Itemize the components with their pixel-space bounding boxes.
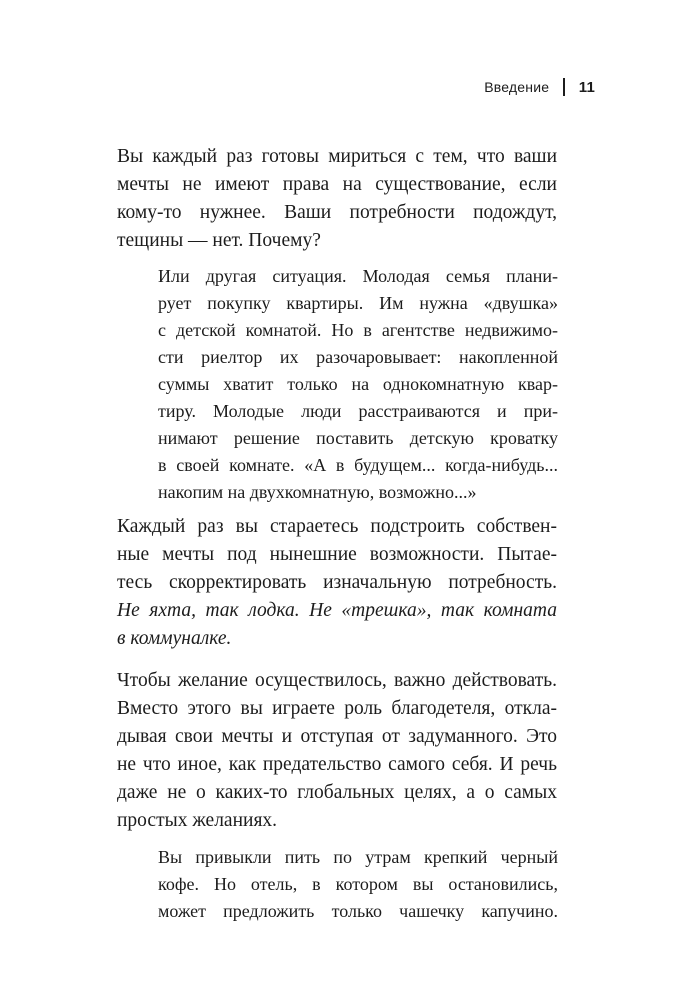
- text-line: дывая свои мечты и отступая от задуманного. Это: [117, 726, 557, 747]
- text-line: рует покупку квартиры. Им нужна «двушка»: [158, 293, 558, 313]
- text-line: Вы привыкли пить по утрам крепкий черный: [158, 847, 558, 867]
- text-line: накопим на двухкомнатную, возможно...»: [158, 482, 477, 502]
- text-line: нимают решение поставить детскую кроватку: [158, 428, 558, 448]
- text-line: тещины — нет. Почему?: [117, 230, 321, 251]
- section-title: Введение: [484, 79, 550, 95]
- text-line: кофе. Но отель, в котором вы остановились,: [158, 874, 558, 894]
- text-line: даже не о каких-то глобальных целях, а о самых: [117, 782, 557, 803]
- header-separator: [563, 78, 565, 96]
- text-line: Вы каждый раз готовы мириться с тем, что ваши: [117, 146, 557, 167]
- text-line: сти риелтор их разочаровывает: накопленной: [158, 347, 558, 367]
- text-line: Или другая ситуация. Молодая семья плани-: [158, 266, 558, 286]
- text-line: тиру. Молодые люди расстраиваются и при-: [158, 401, 558, 421]
- text-line: в своей комнате. «А в будущем... когда-нибудь...: [158, 455, 558, 475]
- text-line: Каждый раз вы стараетесь подстроить собствен-: [117, 516, 557, 537]
- text-line: с детской комнатой. Но в агентстве недвижимо-: [158, 320, 558, 340]
- running-head: [484, 78, 595, 96]
- text-line: ные мечты под нынешние возможности. Пытае-: [117, 544, 557, 565]
- text-line-italic: в коммуналке.: [117, 628, 232, 649]
- text-line: кому-то нужнее. Ваши потребности подождут,: [117, 202, 557, 223]
- text-line: Чтобы желание осуществилось, важно действовать.: [117, 670, 557, 691]
- text-line: может предложить только чашечку капучино.: [158, 901, 558, 921]
- text-line: простых желаниях.: [117, 810, 278, 831]
- text-line: мечты не имеют права на существование, если: [117, 174, 557, 195]
- page-number: 11: [578, 78, 595, 96]
- text-line: суммы хватит только на однокомнатную квар-: [158, 374, 558, 394]
- text-line: не что иное, как предательство самого себя. И речь: [117, 754, 557, 775]
- text-line-italic: Не яхта, так лодка. Не «трешка», так комната: [117, 600, 557, 621]
- text-line: Вместо этого вы играете роль благодетеля, откла-: [117, 698, 557, 719]
- text-line: тесь скорректировать изначальную потребность.: [117, 572, 557, 593]
